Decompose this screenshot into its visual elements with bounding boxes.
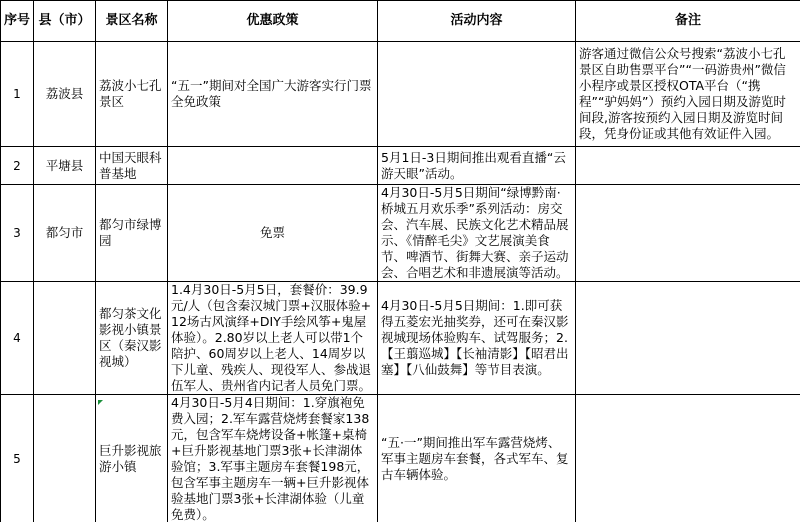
cell-note[interactable]: 游客通过微信公众号搜索“荔波小七孔景区自助售票平台”“一码游贵州”微信小程序或景区授权OTA平台（“携程”“驴妈妈”）预约入园日期及游览时间段,游客按预约入园日期及游览时间段，凭身份证或其他有效证件入园。 (576, 42, 800, 147)
cell-seq[interactable]: 1 (1, 42, 34, 147)
cell-county[interactable]: 荔波县 (34, 42, 96, 147)
cell-seq[interactable]: 4 (1, 282, 34, 395)
table-row (1, 42, 800, 147)
cell-county[interactable] (34, 395, 96, 522)
header-policy[interactable]: 优惠政策 (168, 1, 378, 42)
cell-activity[interactable]: 4月30日-5月5日期间“绿博黔南·桥城五月欢乐季”系列活动：房交会、汽车展、民族文化艺术精品展示、《情醉毛尖》文艺展演美食节、啤酒节、街舞大赛、亲子运动会、合唱艺术和非遗展演等活动。 (378, 185, 576, 282)
cell-scenic[interactable]: 都匀茶文化影视小镇景区（秦汉影视城） (96, 282, 168, 395)
cell-seq[interactable]: 2 (1, 147, 34, 185)
cell-policy[interactable]: 免票 (168, 185, 378, 282)
cell-policy[interactable]: “五一”期间对全国广大游客实行门票全免政策 (168, 42, 378, 147)
header-note[interactable]: 备注 (576, 1, 800, 42)
cell-seq[interactable]: 5 (1, 395, 34, 522)
cell-seq[interactable]: 3 (1, 185, 34, 282)
cell-activity[interactable]: 5月1日-3日期间推出观看直播“云游天眼”活动。 (378, 147, 576, 185)
cell-note[interactable] (576, 185, 800, 282)
cell-scenic[interactable]: 巨升影视旅游小镇 (96, 395, 168, 522)
cell-policy[interactable] (168, 147, 378, 185)
cell-note[interactable] (576, 282, 800, 395)
header-seq[interactable]: 序号 (1, 1, 34, 42)
cell-county[interactable] (34, 282, 96, 395)
cell-scenic[interactable]: 荔波小七孔景区 (96, 42, 168, 147)
header-row (1, 1, 800, 42)
cell-note[interactable] (576, 395, 800, 522)
table-row (1, 147, 800, 185)
header-scenic[interactable]: 景区名称 (96, 1, 168, 42)
cell-policy[interactable]: 1.4月30日-5月5日，套餐价：39.9元/人（包含秦汉城门票+汉服体验+12场古风演绎+DIY手绘风筝+鬼屋体验）。2.80岁以上老人可以带1个陪护、60周岁以上老人、14周岁以下儿童、残疾人、现役军人、参战退伍军人、贵州省内记者人员免门票。 (168, 282, 378, 395)
cell-activity[interactable]: “五·一”期间推出军车露营烧烤、军事主题房车套餐，各式军车、复古车辆体验。 (378, 395, 576, 522)
cell-activity[interactable]: 4月30日-5月5日期间：1.即可获得五菱宏光抽奖券，还可在秦汉影视城现场体验购车、试驾服务；2.【王翦巡城】【长袖清影】【昭君出塞】【八仙鼓舞】等节目表演。 (378, 282, 576, 395)
cell-county[interactable]: 平塘县 (34, 147, 96, 185)
cell-note[interactable] (576, 147, 800, 185)
cell-activity[interactable] (378, 42, 576, 147)
cell-scenic[interactable]: 都匀市绿博园 (96, 185, 168, 282)
table-row (1, 395, 800, 522)
cell-county[interactable]: 都匀市 (34, 185, 96, 282)
table-row (1, 185, 800, 282)
header-activity[interactable]: 活动内容 (378, 1, 576, 42)
cell-comment-indicator (98, 400, 103, 405)
cell-scenic[interactable]: 中国天眼科普基地 (96, 147, 168, 185)
cell-policy[interactable]: 4月30日-5月4日期间：1.穿旗袍免费入园；2.军车露营烧烤套餐家138元，包含军车烧烤设备+帐篷+桌椅+巨升影视基地门票3张+长津湖体验馆；3.军事主题房车套餐198元，包含军事主题房车一辆+巨升影视体验基地门票3张+长津湖体验（儿童免费）。 (168, 395, 378, 522)
table-row (1, 282, 800, 395)
header-county[interactable]: 县（市） (34, 1, 96, 42)
